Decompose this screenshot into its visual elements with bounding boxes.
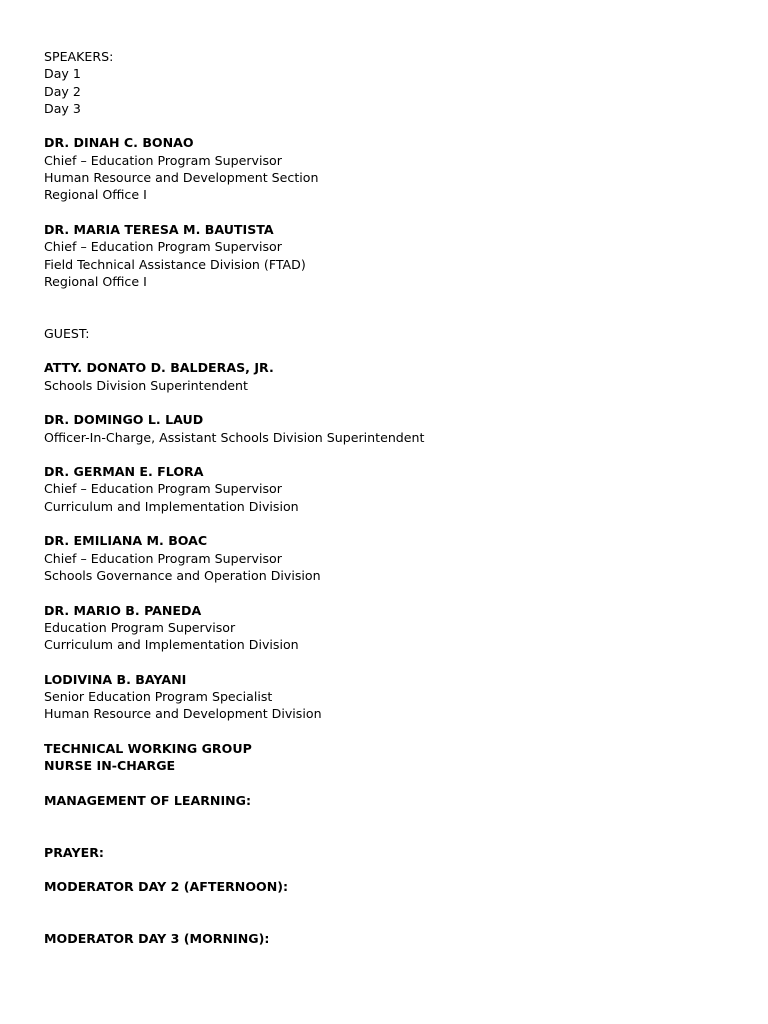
day-3-label: Day 3: [44, 100, 81, 116]
guest-position: Education Program Supervisor: [44, 619, 236, 635]
technical-working-group-heading: TECHNICAL WORKING GROUP: [44, 740, 252, 756]
prayer-heading: PRAYER:: [44, 844, 104, 860]
speaker-unit: Field Technical Assistance Division (FTAD): [44, 256, 306, 272]
management-of-learning-heading: MANAGEMENT OF LEARNING:: [44, 792, 252, 808]
spacer: [44, 809, 748, 844]
guest-position: Chief – Education Program Supervisor: [44, 550, 282, 566]
spacer: [44, 204, 748, 221]
spacer: [44, 896, 748, 931]
guest-name: DR. MARIO B. PANEDA: [44, 602, 202, 618]
speaker-entry: [44, 221, 748, 290]
guest-unit: Curriculum and Implementation Division: [44, 637, 299, 653]
spacer: [44, 117, 748, 134]
guest-entry: [44, 359, 748, 394]
guest-entry: [44, 532, 748, 584]
speaker-unit: Human Resource and Development Section: [44, 170, 319, 186]
guest-name: DR. EMILIANA M. BOAC: [44, 533, 208, 549]
speaker-name: DR. DINAH C. BONAO: [44, 135, 194, 151]
guest-position: Senior Education Program Specialist: [44, 688, 273, 704]
guest-entry: [44, 411, 748, 446]
day-2-label: Day 2: [44, 83, 81, 99]
spacer: [44, 394, 748, 411]
guest-position: Chief – Education Program Supervisor: [44, 481, 282, 497]
spacer: [44, 774, 748, 791]
guest-name: LODIVINA B. BAYANI: [44, 671, 187, 687]
spacer: [44, 290, 748, 325]
speakers-heading: SPEAKERS:: [44, 49, 114, 64]
speaker-office: Regional Office I: [44, 187, 147, 203]
guest-unit: Curriculum and Implementation Division: [44, 498, 299, 514]
guest-name: DR. GERMAN E. FLORA: [44, 464, 204, 480]
guest-heading: GUEST:: [44, 325, 90, 341]
guest-name: DR. DOMINGO L. LAUD: [44, 412, 204, 428]
spacer: [44, 342, 748, 359]
spacer: [44, 515, 748, 532]
moderator-day2-heading: MODERATOR DAY 2 (AFTERNOON):: [44, 879, 289, 895]
spacer: [44, 446, 748, 463]
guest-name: ATTY. DONATO D. BALDERAS, JR.: [44, 360, 274, 376]
guest-position: Officer-In-Charge, Assistant Schools Division Superintendent: [44, 429, 425, 445]
moderator-day3-heading: MODERATOR DAY 3 (MORNING):: [44, 931, 270, 947]
program-document: [44, 48, 748, 947]
guest-position: Schools Division Superintendent: [44, 377, 248, 393]
speaker-position: Chief – Education Program Supervisor: [44, 152, 282, 168]
day-1-label: Day 1: [44, 66, 81, 82]
guest-entry: [44, 602, 748, 654]
speaker-office: Regional Office I: [44, 273, 147, 289]
guest-entry: [44, 463, 748, 515]
speaker-name: DR. MARIA TERESA M. BAUTISTA: [44, 221, 274, 237]
guest-unit: Human Resource and Development Division: [44, 706, 322, 722]
spacer: [44, 723, 748, 740]
speaker-position: Chief – Education Program Supervisor: [44, 239, 282, 255]
spacer: [44, 861, 748, 878]
guest-entry: [44, 671, 748, 723]
speaker-entry: [44, 134, 748, 203]
spacer: [44, 584, 748, 601]
guest-unit: Schools Governance and Operation Division: [44, 567, 321, 583]
nurse-in-charge-heading: NURSE IN-CHARGE: [44, 758, 176, 774]
spacer: [44, 653, 748, 670]
